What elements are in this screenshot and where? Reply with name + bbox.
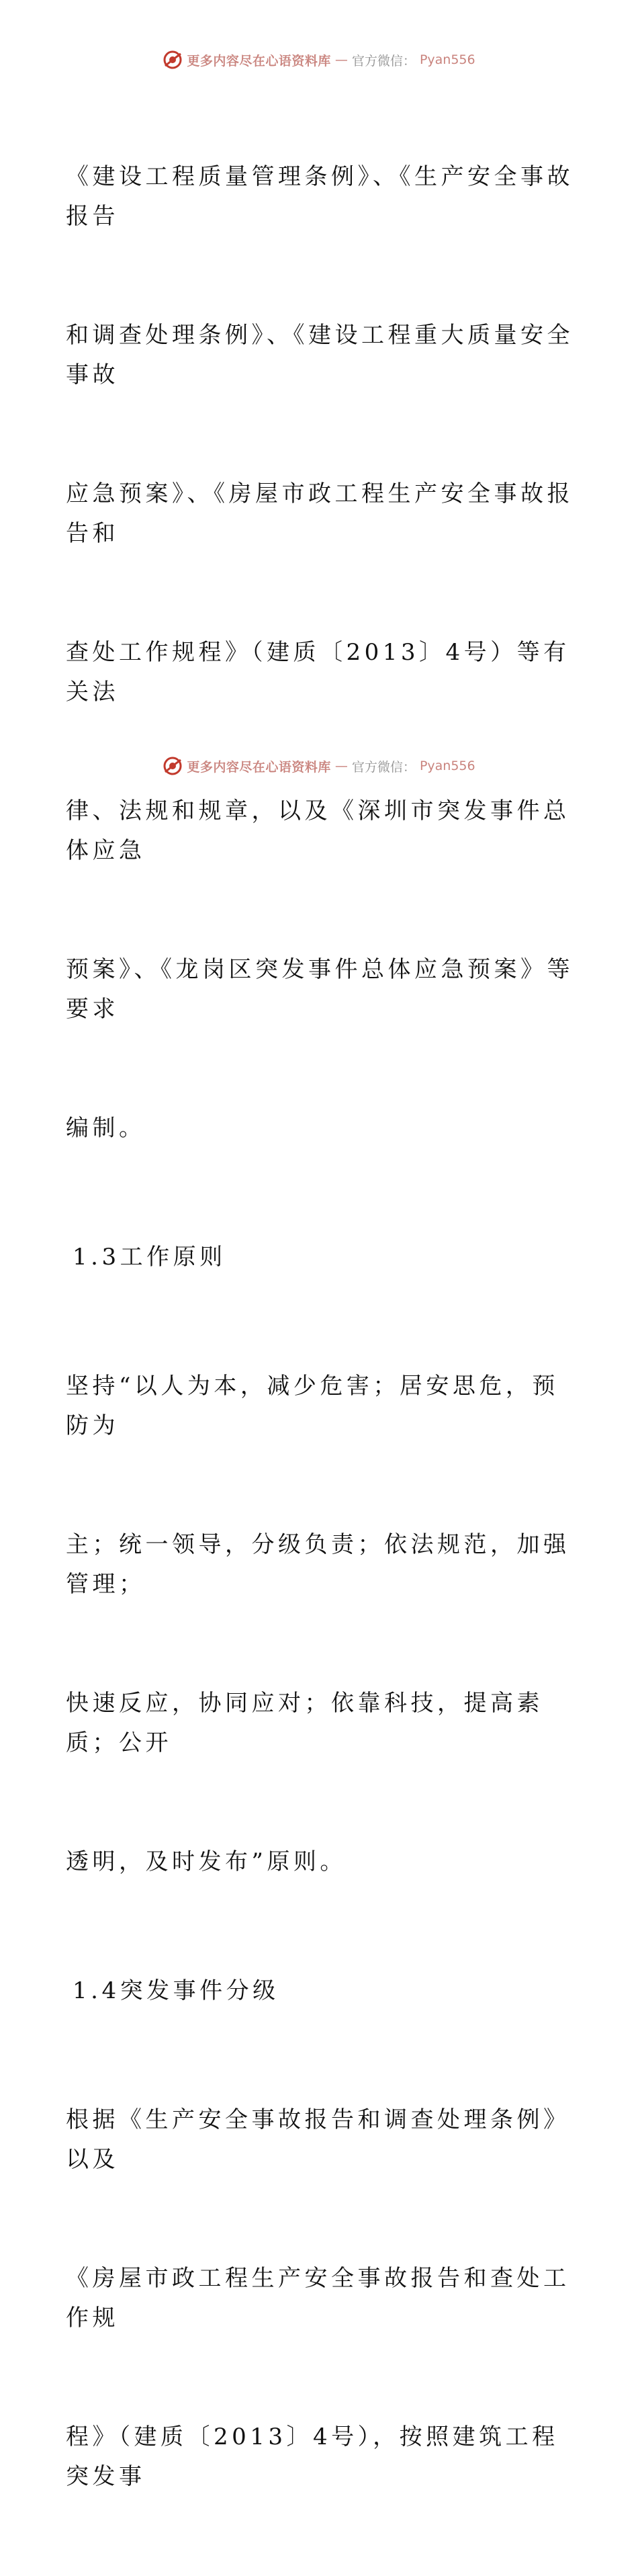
text-line: 根据《生产安全事故报告和调查处理条例》以及 — [66, 2106, 570, 2173]
watermark-dash: — — [334, 759, 348, 773]
text-line: 《建设工程质量管理条例》、《生产安全事故报告 — [66, 163, 574, 230]
watermark-footer — [0, 755, 638, 777]
text-line: 和调查处理条例》、《建设工程重大质量安全事故 — [66, 322, 574, 388]
watermark-wechat-label: 官方微信： — [351, 53, 416, 69]
text-line: 程》（建质〔2013〕4号），按照建筑工程突发事 — [66, 2423, 559, 2490]
text-line: 查处工作规程》（建质〔2013〕4号）等有关法 — [66, 639, 570, 705]
paragraph-classification — [66, 2021, 576, 2576]
text-line: 编制。 — [66, 1115, 146, 1142]
section-heading-1-3: 1.3工作原则 — [73, 1244, 226, 1271]
logo-icon — [163, 756, 183, 776]
paragraph-principles — [66, 1287, 576, 1961]
text-line: 律、法规和规章，以及《深圳市突发事件总体应急 — [66, 798, 570, 864]
watermark-dash: — — [334, 52, 348, 67]
document-body — [66, 78, 576, 2576]
watermark-main-text: 更多内容尽在心语资料库 — [187, 759, 331, 775]
section-heading-1-4: 1.4突发事件分级 — [73, 1977, 279, 2004]
text-line: 主；统一领导，分级负责；依法规范，加强管理； — [66, 1531, 570, 1598]
text-line: 坚持“以人为本，减少危害；居安思危，预防为 — [66, 1373, 559, 1439]
watermark-wechat-id: Pyan556 — [419, 759, 475, 773]
text-line: 透明，及时发布”原则。 — [66, 1848, 347, 1875]
text-line: 快速反应，协同应对；依靠科技，提高素质；公开 — [66, 1690, 543, 1756]
text-line: 应急预案》、《房屋市政工程生产安全事故报告和 — [66, 480, 574, 547]
text-line: 预案》、《龙岗区突发事件总体应急预案》等要求 — [66, 956, 574, 1023]
watermark-wechat-id: Pyan556 — [419, 52, 475, 67]
watermark-main-text: 更多内容尽在心语资料库 — [187, 53, 331, 69]
watermark-header — [0, 48, 638, 71]
paragraph-legal-basis — [66, 78, 576, 1228]
watermark-wechat-label: 官方微信： — [351, 759, 416, 775]
logo-icon — [163, 50, 183, 70]
text-line: 《房屋市政工程生产安全事故报告和查处工作规 — [66, 2265, 570, 2331]
